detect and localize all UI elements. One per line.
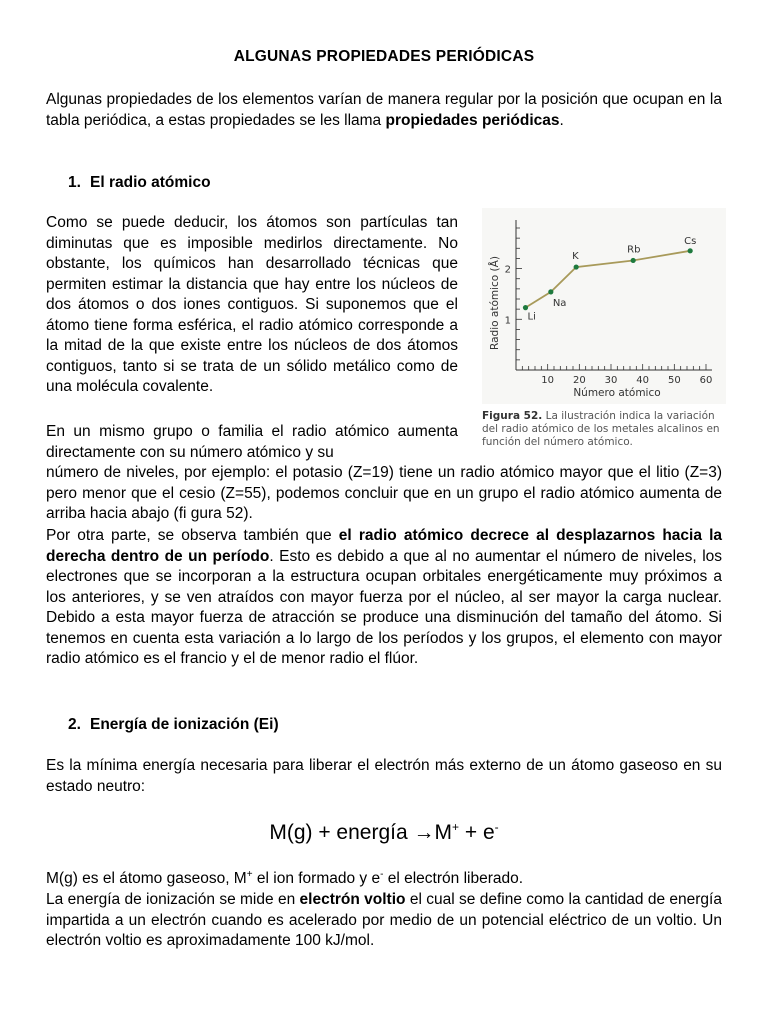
section-1-paragraph-1: Como se puede deducir, los átomos son partículas tan diminutas que es imposible medirlos directamente. No obstante, los químicos han desarrollado técnicas que permiten estimar la distancia que hay entre los núcleos de dos átomos o dos iones contiguos. Si suponemos que el átomo tiene forma esférica, el radio atómico corresponde a la mitad de la que existe entre los núcleos de dos átomos contiguos, tanto si se trata de un sólido metálico como de una molécula covalente. [46,214,458,395]
p2-b-sup: - [380,868,384,880]
eq-e-sup: - [494,820,499,834]
section-1-number: 1. [68,174,81,191]
y-tick-label: 2 [504,264,511,276]
p2-a: M(g) es el átomo gaseoso, M [46,870,247,887]
ionization-equation [0,820,768,845]
intro-paragraph [46,90,722,131]
x-tick-label: 30 [604,375,618,386]
data-point [574,264,579,269]
data-point [523,305,528,310]
p3b-bold: electrón voltio [299,891,406,908]
point-label: Cs [684,235,697,247]
section-2-heading [68,716,279,734]
section-1-paragraph-2a: En un mismo grupo o familia el radio atómico aumenta directamente con su número atómico y su [46,423,458,461]
data-point [631,258,636,263]
section-2-paragraph-2 [46,869,722,890]
x-axis-label: Número atómico [573,387,661,399]
point-label: K [572,251,579,263]
eq-arrow-icon: → [413,821,435,844]
caption-text: La ilustración indica la variación del radio atómico de los metales alcalinos en función del número atómico. [482,410,720,448]
intro-end: . [559,111,564,129]
section-2-paragraph-1: Es la mínima energía necesaria para liberar el electrón más externo de un átomo gaseoso en su estado neutro: [46,757,722,795]
data-point [548,289,553,294]
p3-start: Por otra parte, se observa también que [46,527,339,544]
section-2-number: 2. [68,716,81,733]
p2-a-sup: + [246,868,253,880]
figure-52 [482,208,726,404]
section-2-title: Energía de ionización (Ei) [90,716,279,733]
point-label: Rb [627,244,641,256]
p3b-start: La energía de ionización se mide en [46,891,300,908]
p3-bold: el radio atómico decrece al desplazarnos hacia la derecha dentro de un período [46,527,722,565]
page-title: ALGUNAS PROPIEDADES PERIÓDICAS [233,48,535,65]
section-1-paragraph-3 [46,526,722,670]
x-tick-label: 50 [667,375,681,386]
caption-label: Figura 52. [482,410,543,422]
p2-b: el ion formado y e [252,870,381,887]
section-1-title: El radio atómico [90,174,211,191]
point-label: Na [552,297,567,309]
eq-plus-e: + e [459,821,495,844]
figure-caption [482,410,726,449]
p2-c: el electrón liberado. [383,870,524,887]
intro-bold: propiedades periódicas [385,111,560,129]
eq-m: M [434,821,452,844]
section-1-paragraph-2b: número de niveles, por ejemplo: el potasio (Z=19) tiene un radio atómico mayor que el litio (Z=3) pero menor que el cesio (Z=55), podemos concluir que en un grupo el radio atómico aumenta de arriba hacia abajo (fi gura 52). [46,464,722,522]
eq-m-sup: + [452,820,460,834]
section-2-paragraph-3 [46,890,722,952]
p3-end: . Esto es debido a que al no aumentar el número de niveles, los electrones que se incorporan a la estructura ocupan orbitales energéticamente muy próximos a los anteriores, y se ven atraídos con mayor fuerza por el núcleo, al ser mayor la carga nuclear. Debido a esta mayor fuerza de atracción se produce una disminución del tamaño del átomo. Si tenemos en cuenta esta variación a lo largo de los períodos y los grupos, el elemento con mayor radio atómico es el francio y el de menor radio el flúor. [46,547,723,667]
x-tick-label: 40 [636,375,650,386]
series-line [526,251,691,308]
eq-left: M(g) + energía [269,821,414,844]
section-1-heading [68,174,211,192]
data-point [688,248,693,253]
x-tick-label: 20 [572,375,586,386]
point-label: Li [527,311,536,323]
p3b-end: el cual se define como la cantidad de energía impartida a un electrón cuando es acelerado por medio de un potencial eléctrico de un voltio. Un electrón voltio es aproximadamente 100 kJ/mol. [46,891,722,949]
intro-text: Algunas propiedades de los elementos varían de manera regular por la posición que ocupan en la tabla periódica, a estas propiedades se les llama [46,91,722,129]
y-axis-label: Radio atómico (Å) [489,256,501,350]
x-tick-label: 10 [541,375,555,386]
x-tick-label: 60 [699,375,713,386]
y-tick-label: 1 [504,315,511,327]
atomic-radius-chart [482,208,726,404]
